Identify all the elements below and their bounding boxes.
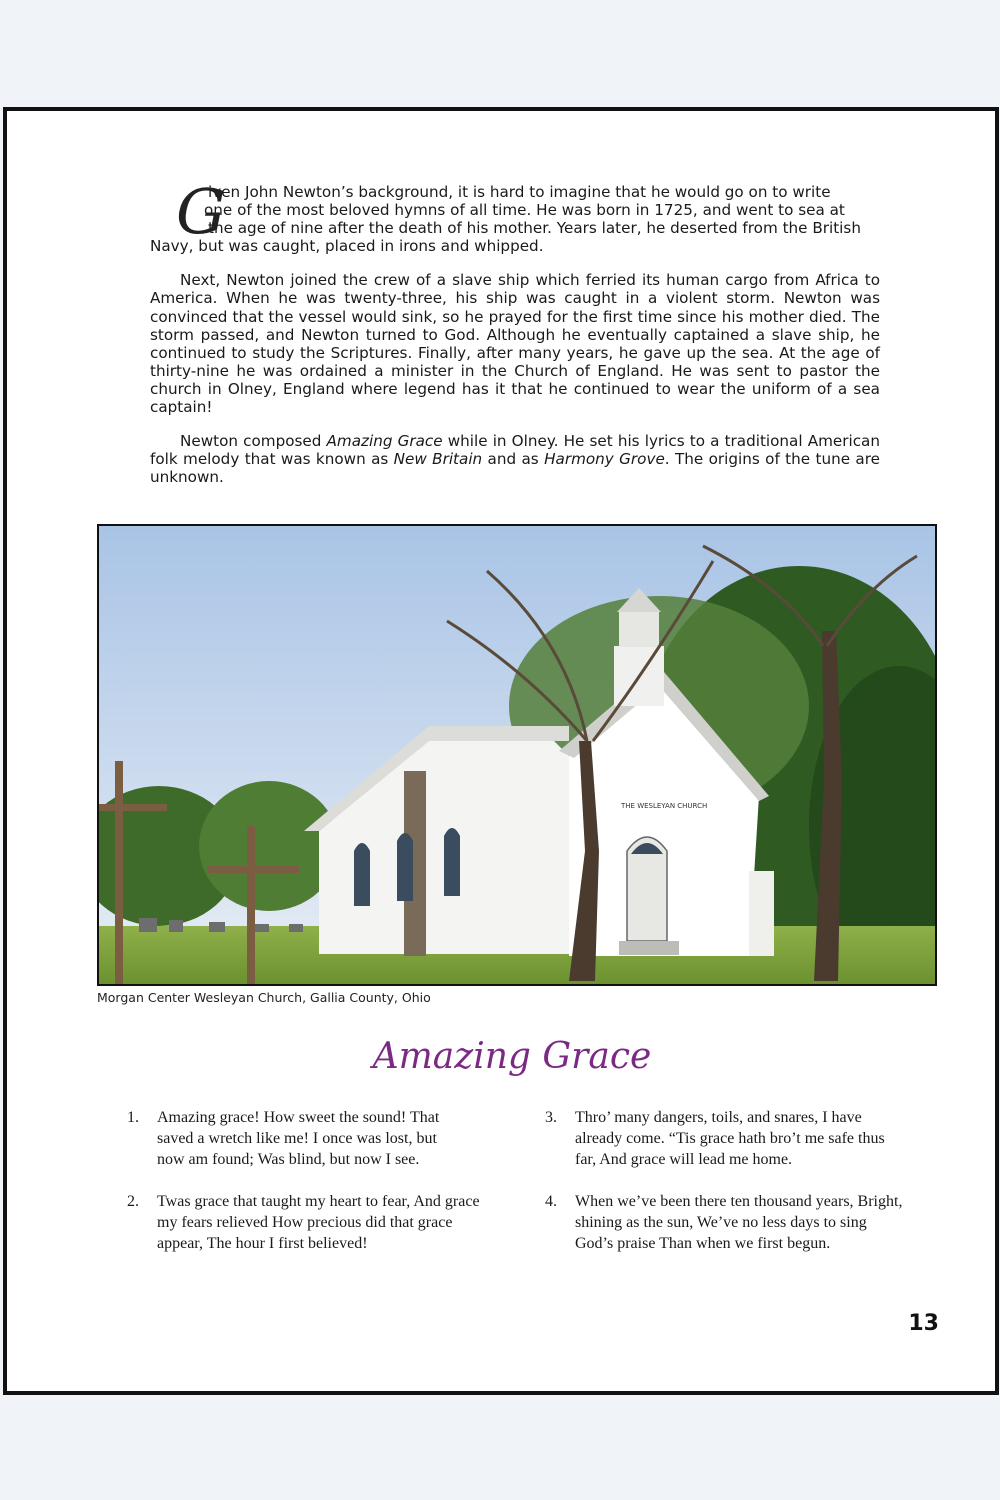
- paragraph-1-line-2: one of the most beloved hymns of all time. He was born in 1725, and went to sea at: [204, 201, 845, 220]
- paragraph-3-hymn-title: Amazing Grace: [326, 432, 443, 451]
- verse-1: [127, 1107, 467, 1170]
- verse-text: Twas grace that taught my heart to fear, And grace my fears relieved How precious did that grace appear, The hour I first believed!: [157, 1193, 480, 1252]
- paragraph-1: [150, 175, 880, 256]
- verse-2: [127, 1191, 487, 1254]
- verse-text: Amazing grace! How sweet the sound! That saved a wretch like me! I once was lost, but now am found; Was blind, but now I see.: [157, 1109, 440, 1168]
- paragraph-3-text-d: . The origins of the tune are unknown.: [150, 450, 880, 487]
- paragraph-3-text-b: while in Olney. He set his lyrics to a traditional American folk melody that was known as: [150, 432, 880, 469]
- paragraph-1-line-1: iven John Newton’s background, it is hard to imagine that he would go on to write: [208, 183, 831, 201]
- hymn-title: Amazing Grace: [372, 1036, 652, 1077]
- verse-text: Thro’ many dangers, toils, and snares, I have already come. “Tis grace hath bro’t me safe thus far, And grace will lead me home.: [575, 1109, 885, 1168]
- drop-cap: G: [176, 175, 226, 248]
- verse-number: 2.: [127, 1193, 139, 1210]
- paragraph-2: Next, Newton joined the crew of a slave ship which ferried its human cargo from Africa to America. When he was twenty-three, his ship was caught in a violent storm. Newton was convinced that the vessel would sink, so he prayed for the first time since his mother died. The storm passed, and Newton turned to God. Although he eventually captained a slave ship, he continued to study the Scriptures. Finally, after many years, he gave up the sea. At the age of thirty-nine he was ordained a minister in the Church of England. He was sent to pastor the church in Olney, England where legend has it that he continued to wear the uniform of a sea captain!: [150, 271, 880, 417]
- paragraph-3-tune-1: New Britain: [393, 450, 483, 469]
- front-steps: [619, 941, 679, 955]
- verse-number: 3.: [545, 1109, 557, 1126]
- paragraph-3-text-c: and as: [482, 450, 545, 469]
- paragraph-3: [150, 432, 880, 486]
- paragraph-1-line-4: Navy, but was caught, placed in irons and whipped.: [150, 237, 544, 256]
- verse-3: [545, 1107, 905, 1170]
- article-body: [150, 175, 880, 502]
- church-illustration: [99, 526, 935, 984]
- photo-caption: Morgan Center Wesleyan Church, Gallia County, Ohio: [97, 990, 431, 1005]
- verse-4: [545, 1191, 905, 1254]
- paragraph-3-text-a: Newton composed: [180, 432, 327, 451]
- paragraph-3-tune-2: Harmony Grove: [544, 450, 665, 469]
- verse-text: When we’ve been there ten thousand years, Bright, shining as the sun, We’ve no less days to sing God’s praise Than when we first begun.: [575, 1193, 903, 1252]
- church-photo: [97, 524, 937, 986]
- church-sign: THE WESLEYAN CHURCH: [621, 802, 708, 810]
- paragraph-1-line-3: the age of nine after the death of his mother. Years later, he deserted from the British: [208, 219, 861, 238]
- page: [3, 107, 999, 1395]
- verse-number: 4.: [545, 1193, 557, 1210]
- page-number: 13: [908, 1311, 939, 1336]
- verse-number: 1.: [127, 1109, 139, 1126]
